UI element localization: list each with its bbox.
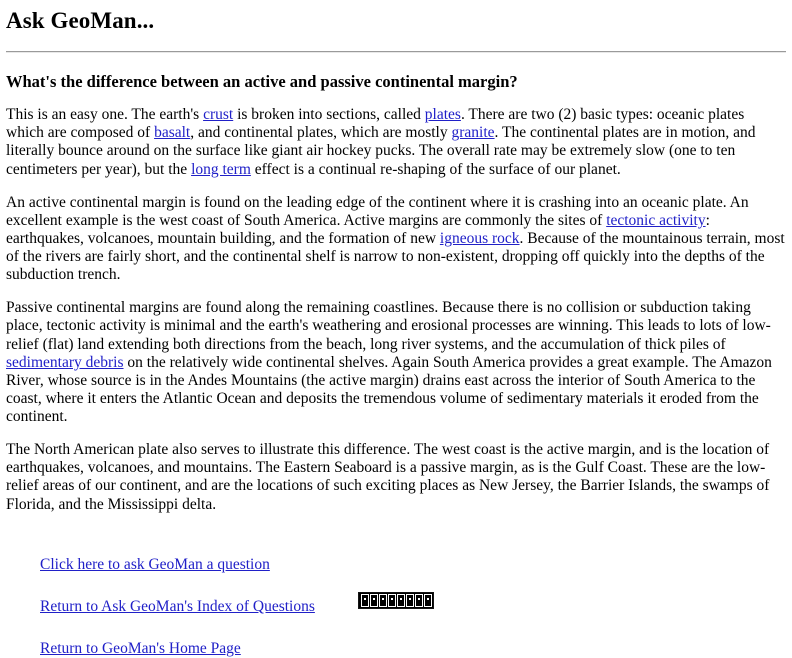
link-long-term[interactable]: long term — [191, 160, 251, 178]
text-segment: effect is a continual re-shaping of the surface of our planet. — [250, 160, 621, 178]
counter-digit — [388, 594, 396, 607]
header-divider — [6, 51, 786, 53]
page-title: Ask GeoMan... — [6, 8, 155, 33]
counter-digit — [361, 594, 369, 607]
text-segment: . Because of the mountainous terrain, most of the rivers are fairly short, and the continental shelf is narrow to non-existent, dropping off quickly into the depths of the subduction trench. — [6, 229, 785, 284]
text-segment: An active continental margin is found on the leading edge of the continent where it is crashing into an oceanic plate. An excellent example is the west coast of South America. Active margins are commonly the sites of — [6, 193, 749, 229]
page-container — [0, 8, 792, 658]
link-plates[interactable]: plates — [424, 106, 461, 124]
paragraph-intro — [6, 106, 786, 179]
text-segment: Passive continental margins are found along the remaining coastlines. Because there is no collision or subduction taking place, tectonic activity is minimal and the earth's weathering and erosional processes are winning. This leads to lots of low-relief (flat) land extending both directions from the beach, long river systems, and the accumulation of thick piles of — [6, 299, 771, 353]
counter-digit — [415, 594, 423, 607]
link-index-of-questions[interactable]: Return to Ask GeoMan's Index of Questions — [40, 597, 315, 615]
text-segment: This is an easy one. The earth's — [6, 106, 204, 124]
text-segment: . There are two (2) basic types: oceanic plates which are composed of — [6, 106, 745, 142]
link-sedimentary-debris[interactable]: sedimentary debris — [6, 353, 124, 371]
paragraph-north-american-plate — [6, 441, 786, 514]
link-home-page[interactable]: Return to GeoMan's Home Page — [40, 639, 241, 657]
link-igneous-rock[interactable]: igneous rock — [439, 229, 520, 247]
text-segment: on the relatively wide continental shelves. Again South America provides a great example. The Amazon River, whose source is in the Andes Mountains (the active margin) drains east across the interior of South America to the coast, where it enters the Atlantic Ocean and deposits the tremendous volume of sedimentary materials it eroded from the continent. — [6, 353, 772, 426]
link-ask-question[interactable]: Click here to ask GeoMan a question — [40, 555, 270, 573]
list-item — [40, 556, 786, 574]
link-basalt[interactable]: basalt — [154, 124, 191, 142]
text-segment: , and continental plates, which are mostly — [190, 124, 452, 142]
counter-digit — [370, 594, 378, 607]
list-item — [40, 640, 786, 658]
text-segment: . The continental plates are in motion, and literally bounce around on the surface like giant air hockey pucks. The overall rate may be extremely slow (one to ten centimeters per year), but the — [6, 124, 756, 178]
hit-counter — [358, 592, 434, 609]
link-tectonic-activity[interactable]: tectonic activity — [606, 211, 706, 229]
text-segment: : earthquakes, volcanoes, mountain building, and the formation of new — [6, 211, 710, 247]
counter-digit — [406, 594, 414, 607]
counter-digit — [397, 594, 405, 607]
text-segment: The North American plate also serves to illustrate this difference. The west coast is the active margin, and is the location of earthquakes, volcanoes, and mountains. The Eastern Seaboard is a passive margin, as is the Gulf Coast. These are the low-relief areas of our continent, and are the locations of such exciting places as New Jersey, the Barrier Islands, the swamps of Florida, and the Mississippi delta. — [6, 441, 770, 513]
hit-counter-container — [0, 592, 792, 612]
counter-digit — [424, 594, 432, 607]
text-segment: is broken into sections, called — [233, 106, 425, 124]
link-crust[interactable]: crust — [203, 106, 234, 124]
link-granite[interactable]: granite — [451, 124, 495, 142]
paragraph-passive-margin — [6, 299, 786, 426]
question-heading: What's the difference between an active and passive continental margin? — [6, 71, 518, 91]
paragraph-active-margin — [6, 194, 786, 285]
counter-digit — [379, 594, 387, 607]
